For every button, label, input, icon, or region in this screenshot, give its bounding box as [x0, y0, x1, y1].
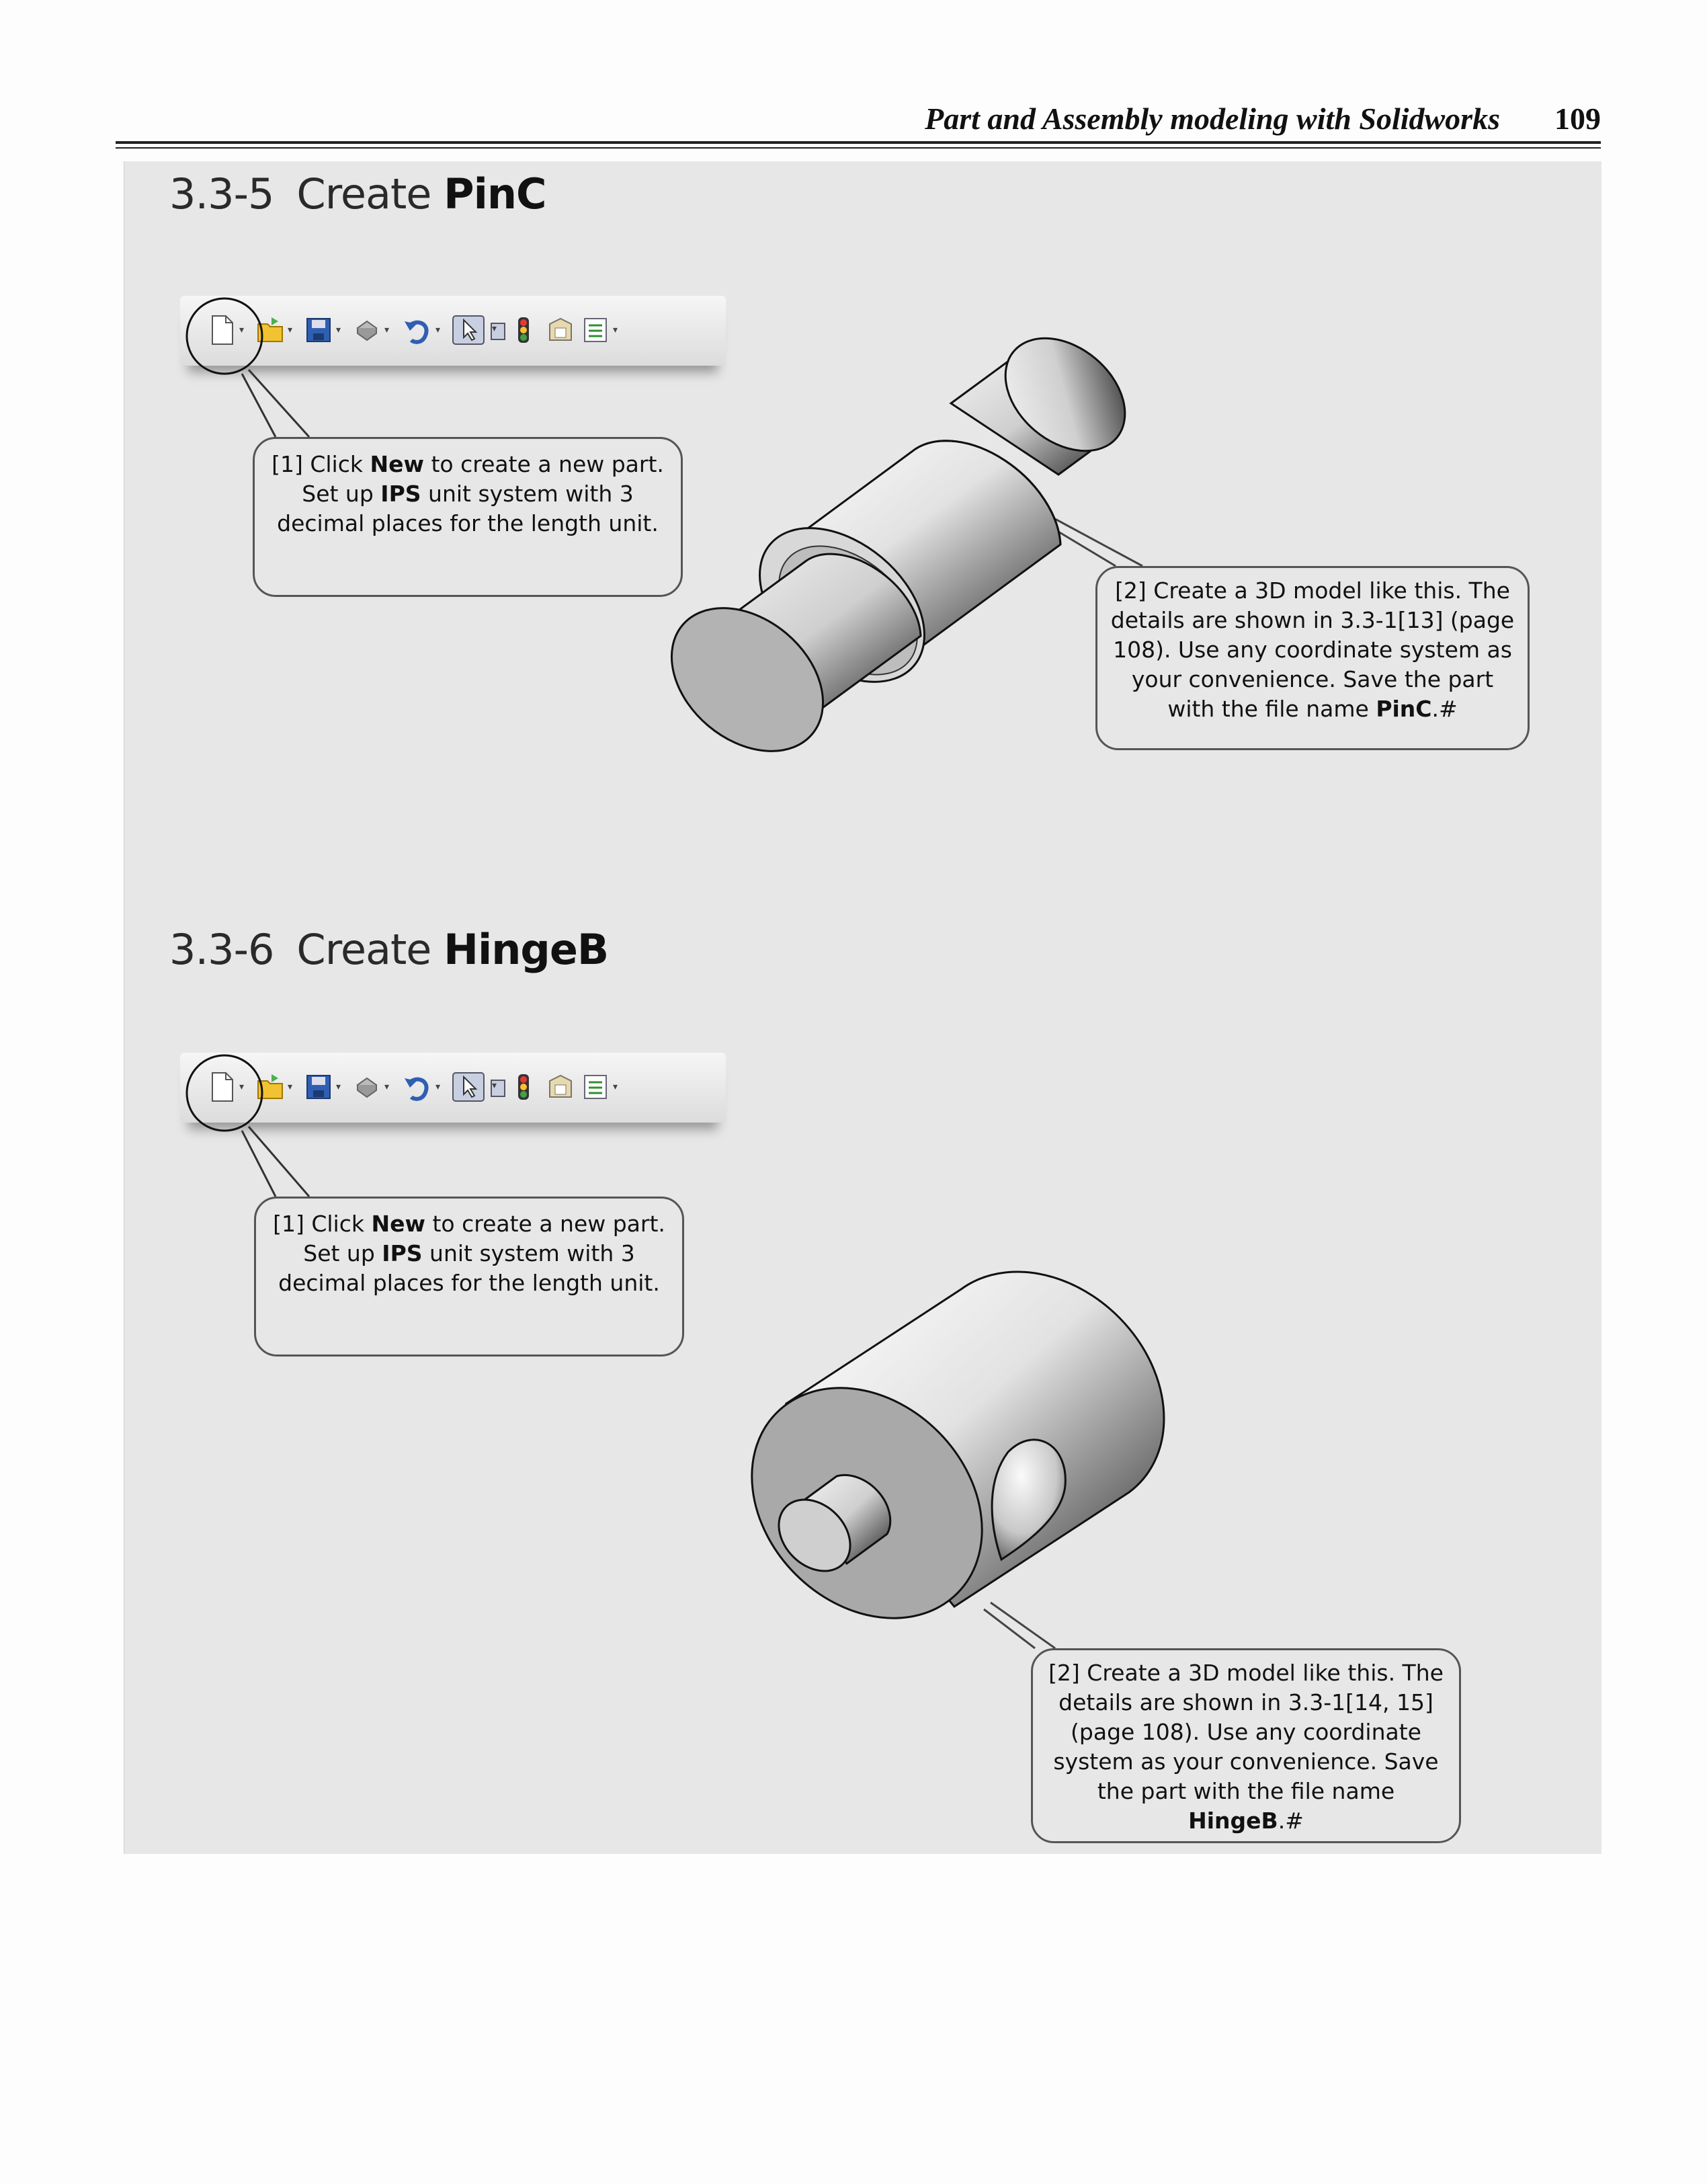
open-dropdown-icon[interactable]: ▾ — [288, 1082, 293, 1092]
callout-step2-pinc: [2] Create a 3D model like this. The details are shown in 3.3-1[13] (page 108). Use any coordinate system as your convenience. Save the part with the file name PinC.# — [1095, 566, 1530, 750]
undo-dropdown-icon[interactable]: ▾ — [435, 1082, 441, 1092]
leader-step2-pinc — [1048, 519, 1142, 566]
options-dropdown-icon[interactable]: ▾ — [613, 1082, 618, 1092]
new-dropdown-icon[interactable]: ▾ — [239, 1082, 245, 1092]
leader-step2-hingeb — [984, 1603, 1055, 1648]
pinc-3d-model — [644, 315, 1147, 780]
undo-dropdown-icon[interactable]: ▾ — [435, 325, 441, 335]
new-dropdown-icon[interactable]: ▾ — [239, 325, 245, 335]
select-dropdown-icon[interactable]: ▾ — [491, 323, 505, 340]
new-button-highlight-2 — [187, 1055, 309, 1197]
print-dropdown-icon[interactable]: ▾ — [384, 1082, 390, 1092]
save-dropdown-icon[interactable]: ▾ — [336, 325, 341, 335]
callout-step2-hingeb: [2] Create a 3D model like this. The details are shown in 3.3-1[14, 15] (page 108). Use any coordinate system as your convenience. Save the part with the file name HingeB.# — [1031, 1648, 1461, 1843]
section-heading-hingeb: 3.3-6 Create HingeB — [169, 925, 609, 974]
hingeb-3d-model — [706, 1272, 1164, 1664]
book-title: Part and Assembly modeling with Solidworks — [925, 102, 1500, 136]
select-dropdown-icon[interactable]: ▾ — [491, 1080, 505, 1097]
callout-step1-pinc: [1] Click New to create a new part. Set up IPS unit system with 3 decimal places for the length unit. — [253, 437, 683, 597]
section-heading-pinc: 3.3-5 Create PinC — [169, 169, 546, 218]
new-button-highlight-1 — [187, 298, 309, 437]
callout-step1-hingeb: [1] Click New to create a new part. Set up IPS unit system with 3 decimal places for the length unit. — [254, 1197, 684, 1357]
save-dropdown-icon[interactable]: ▾ — [336, 1082, 341, 1092]
print-dropdown-icon[interactable]: ▾ — [384, 325, 390, 335]
options-dropdown-icon[interactable]: ▾ — [613, 325, 618, 335]
page-number: 109 — [1554, 102, 1601, 136]
open-dropdown-icon[interactable]: ▾ — [288, 325, 293, 335]
